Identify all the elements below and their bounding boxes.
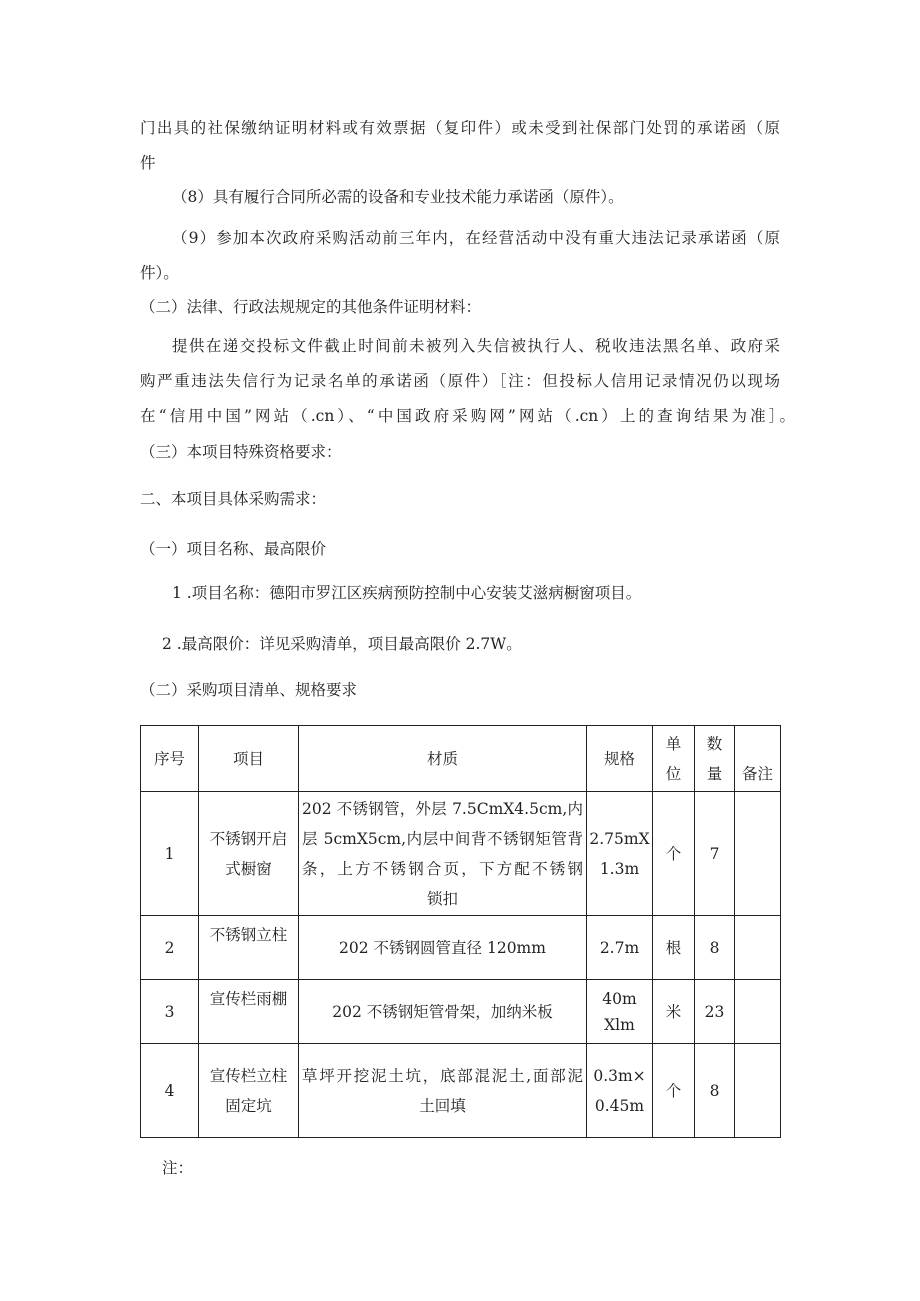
section-heading: （三）本项目特殊资格要求： — [140, 443, 342, 461]
cell-remark — [735, 792, 781, 916]
cell-qty: 23 — [695, 980, 735, 1044]
cell-seq: 4 — [141, 1044, 199, 1138]
header-qty — [695, 726, 735, 792]
cell-material: 202 不锈钢矩管骨架，加纳米板 — [299, 980, 587, 1044]
cell-unit: 个 — [653, 1044, 695, 1138]
list-item-8: （8）具有履行合同所必需的设备和专业技术能力承诺函（原件）。 — [172, 188, 624, 206]
cell-item-line: 固定坑 — [225, 1096, 272, 1115]
table-row — [141, 792, 781, 916]
header-qty-line: 数 — [706, 734, 723, 753]
paragraph-line: 门出具的社保缴纳证明材料或有效票据（复印件）或未受到社保部门处罚的承诺函（原 — [140, 119, 780, 137]
cell-material-line: 土回填 — [419, 1096, 466, 1115]
table-header-row — [141, 726, 781, 792]
cell-unit: 个 — [653, 792, 695, 916]
cell-item — [199, 1044, 299, 1138]
cell-material — [299, 792, 587, 916]
header-seq: 序号 — [141, 726, 199, 792]
cell-qty: 8 — [695, 1044, 735, 1138]
cell-spec-line: 0.3m× — [593, 1066, 646, 1085]
max-price-line: 2 .最高限价：详见采购清单，项目最高限价 2.7W。 — [162, 635, 522, 653]
header-unit-line: 单 — [665, 734, 682, 753]
cell-seq: 2 — [141, 916, 199, 980]
header-material: 材质 — [299, 726, 587, 792]
cell-seq: 1 — [141, 792, 199, 916]
procurement-table — [140, 725, 781, 1138]
cell-spec-line: 1.3m — [599, 859, 640, 878]
paragraph-line: 购严重违法失信行为记录名单的承诺函（原件）［注：但投标人信用记录情况仍以现场 — [140, 372, 780, 390]
cell-material-line: 202 不锈钢管，外层 7.5CmX4.5cm,内 — [302, 799, 583, 818]
paragraph-line: 件）。 — [140, 264, 179, 282]
cell-unit: 根 — [653, 916, 695, 980]
header-remark: 备注 — [735, 726, 781, 792]
cell-material-line: 层 5cmX5cm,内层中间背不锈钢矩管背 — [302, 829, 583, 848]
header-unit — [653, 726, 695, 792]
cell-item-line: 宣传栏立柱 — [209, 1066, 288, 1085]
cell-item — [199, 792, 299, 916]
note-label: 注： — [162, 1159, 194, 1177]
cell-seq: 3 — [141, 980, 199, 1044]
paragraph-line: 提供在递交投标文件截止时间前未被列入失信被执行人、税收违法黑名单、政府采 — [172, 337, 780, 355]
cell-unit: 米 — [653, 980, 695, 1044]
cell-spec-line: 2.75mX — [589, 829, 650, 848]
cell-spec-line: 40m — [602, 989, 637, 1008]
cell-spec — [587, 980, 653, 1044]
table-row — [141, 1044, 781, 1138]
section-heading: （二）采购项目清单、规格要求 — [140, 681, 358, 699]
cell-material — [299, 1044, 587, 1138]
cell-remark — [735, 1044, 781, 1138]
header-spec: 规格 — [587, 726, 653, 792]
table-row — [141, 916, 781, 980]
cell-spec — [587, 1044, 653, 1138]
cell-material: 202 不锈钢圆管直径 120mm — [299, 916, 587, 980]
cell-spec-line: 0.45m — [594, 1096, 645, 1115]
cell-item: 不锈钢立柱 — [199, 916, 299, 980]
header-unit-line: 位 — [665, 764, 682, 783]
cell-spec — [587, 792, 653, 916]
project-name-line: 1 .项目名称：德阳市罗江区疾病预防控制中心安装艾滋病橱窗项目。 — [172, 584, 642, 602]
table-row — [141, 980, 781, 1044]
part-heading: 二、本项目具体采购需求： — [140, 490, 327, 508]
cell-qty: 7 — [695, 792, 735, 916]
cell-material-line: 条，上方不锈钢合页，下方配不锈钢 — [302, 859, 583, 878]
paragraph-line: 件 — [140, 154, 156, 172]
cell-remark — [735, 980, 781, 1044]
cell-item-line: 不锈钢开启 — [209, 829, 288, 848]
header-item: 项目 — [199, 726, 299, 792]
cell-material-line: 草坪开挖泥土坑，底部混泥土,面部泥 — [302, 1066, 583, 1085]
cell-item: 宣传栏雨棚 — [199, 980, 299, 1044]
section-heading: （一）项目名称、最高限价 — [140, 540, 327, 558]
cell-remark — [735, 916, 781, 980]
cell-qty: 8 — [695, 916, 735, 980]
header-qty-line: 量 — [706, 764, 723, 783]
cell-spec: 2.7m — [587, 916, 653, 980]
cell-spec-line: Xlm — [604, 1015, 635, 1034]
cell-item-line: 式橱窗 — [225, 859, 272, 878]
list-item-9: （9）参加本次政府采购活动前三年内，在经营活动中没有重大违法记录承诺函（原 — [172, 229, 780, 247]
section-heading: （二）法律、行政法规规定的其他条件证明材料： — [140, 298, 482, 316]
paragraph-line: 在“信用中国”网站（.cn）、“中国政府采购网”网站（.cn）上的查询结果为准］。 — [140, 407, 795, 425]
cell-material-line: 锁扣 — [426, 889, 458, 908]
